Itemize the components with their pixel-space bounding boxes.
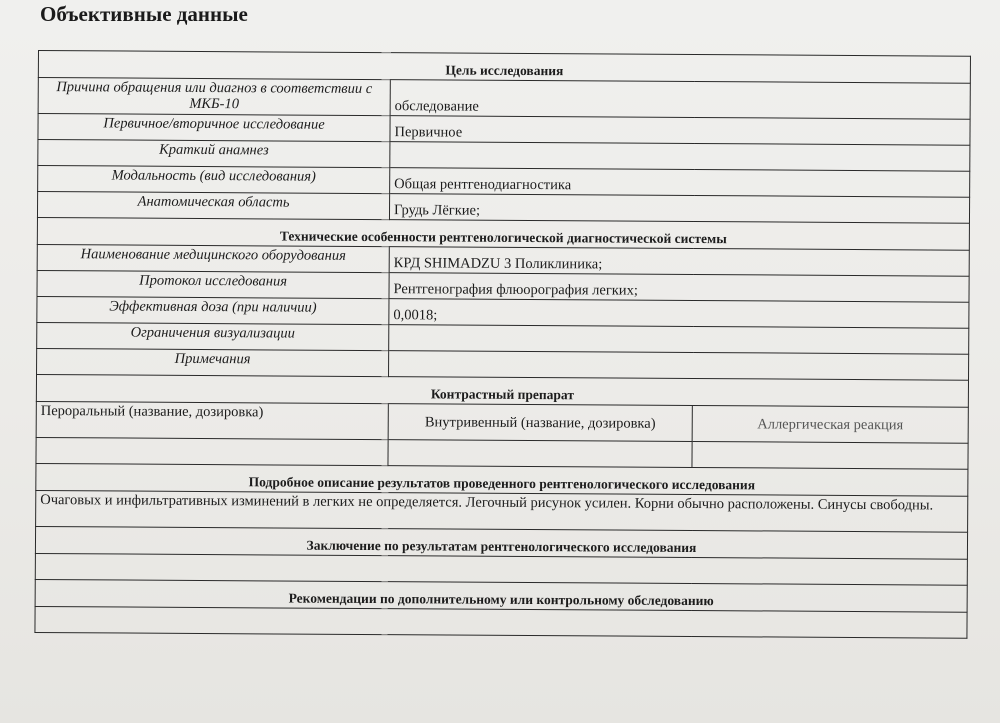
row-label-dose: Эффективная доза (при наличии) [37, 296, 389, 324]
contrast-allergy-value [692, 442, 968, 470]
row-value-dose: 0,0018; [389, 299, 969, 329]
section-contrast-title: Контрастный препарат [36, 374, 968, 407]
form-sheet [34, 50, 970, 639]
row-label-primary-secondary: Первичное/вторичное исследование [38, 114, 390, 142]
contrast-oral-value [36, 437, 388, 465]
objective-data-table [34, 50, 971, 639]
contrast-allergy-header: Аллергическая реакция [692, 406, 968, 444]
section-tech-title: Технические особенности рентгенологической диагностической системы [37, 217, 969, 250]
row-value-anamnesis [390, 142, 970, 172]
row-label-equipment: Наименование медицинского оборудования [37, 244, 389, 272]
row-value-protocol: Рентгенография флюорография легких; [389, 273, 969, 303]
row-label-anamnesis: Краткий анамнез [38, 140, 390, 168]
row-value-equipment: КРД SHIMADZU 3 Поликлиника; [389, 247, 969, 277]
row-label-modality: Модальность (вид исследования) [38, 166, 390, 194]
row-value-primary-secondary: Первичное [390, 116, 970, 146]
page-title: Объективные данные [40, 2, 248, 26]
section-description-title: Подробное описание результатов проведенного рентгенологического исследования [36, 463, 968, 496]
contrast-iv-header: Внутривенный (название, дозировка) [388, 404, 692, 442]
row-label-anatomic-area: Анатомическая область [37, 192, 389, 220]
row-value-reason: обследование [390, 80, 970, 120]
recommendations-row [35, 606, 967, 638]
section-purpose-title: Цель исследования [38, 51, 970, 84]
recommendations-text [35, 606, 967, 638]
section-conclusion-title: Заключение по результатам рентгенологического исследования [35, 526, 967, 559]
contrast-iv-value [388, 440, 692, 468]
contrast-oral-header: Пероральный (название, дозировка) [36, 401, 388, 439]
row-label-protocol: Протокол исследования [37, 270, 389, 298]
contrast-header-row [36, 401, 968, 443]
row-label-limitations: Ограничения визуализации [37, 322, 389, 350]
row-label-reason: Причина обращения или диагноз в соответствии с МКБ-10 [38, 78, 390, 116]
row-label-notes: Примечания [37, 348, 389, 376]
row-value-notes [389, 351, 969, 381]
table-row [38, 78, 970, 120]
description-row [36, 490, 968, 532]
section-recommendations-title: Рекомендации по дополнительному или контрольному обследованию [35, 579, 967, 612]
description-text: Очаговых и инфильтративных изминений в легких не определяется. Легочный рисунок усилен. Корни обычно расположены. Синусы свободны. [36, 490, 968, 532]
row-value-modality: Общая рентгенодиагностика [390, 168, 970, 198]
row-value-anatomic-area: Грудь Лёгкие; [389, 194, 969, 224]
row-value-limitations [389, 325, 969, 355]
